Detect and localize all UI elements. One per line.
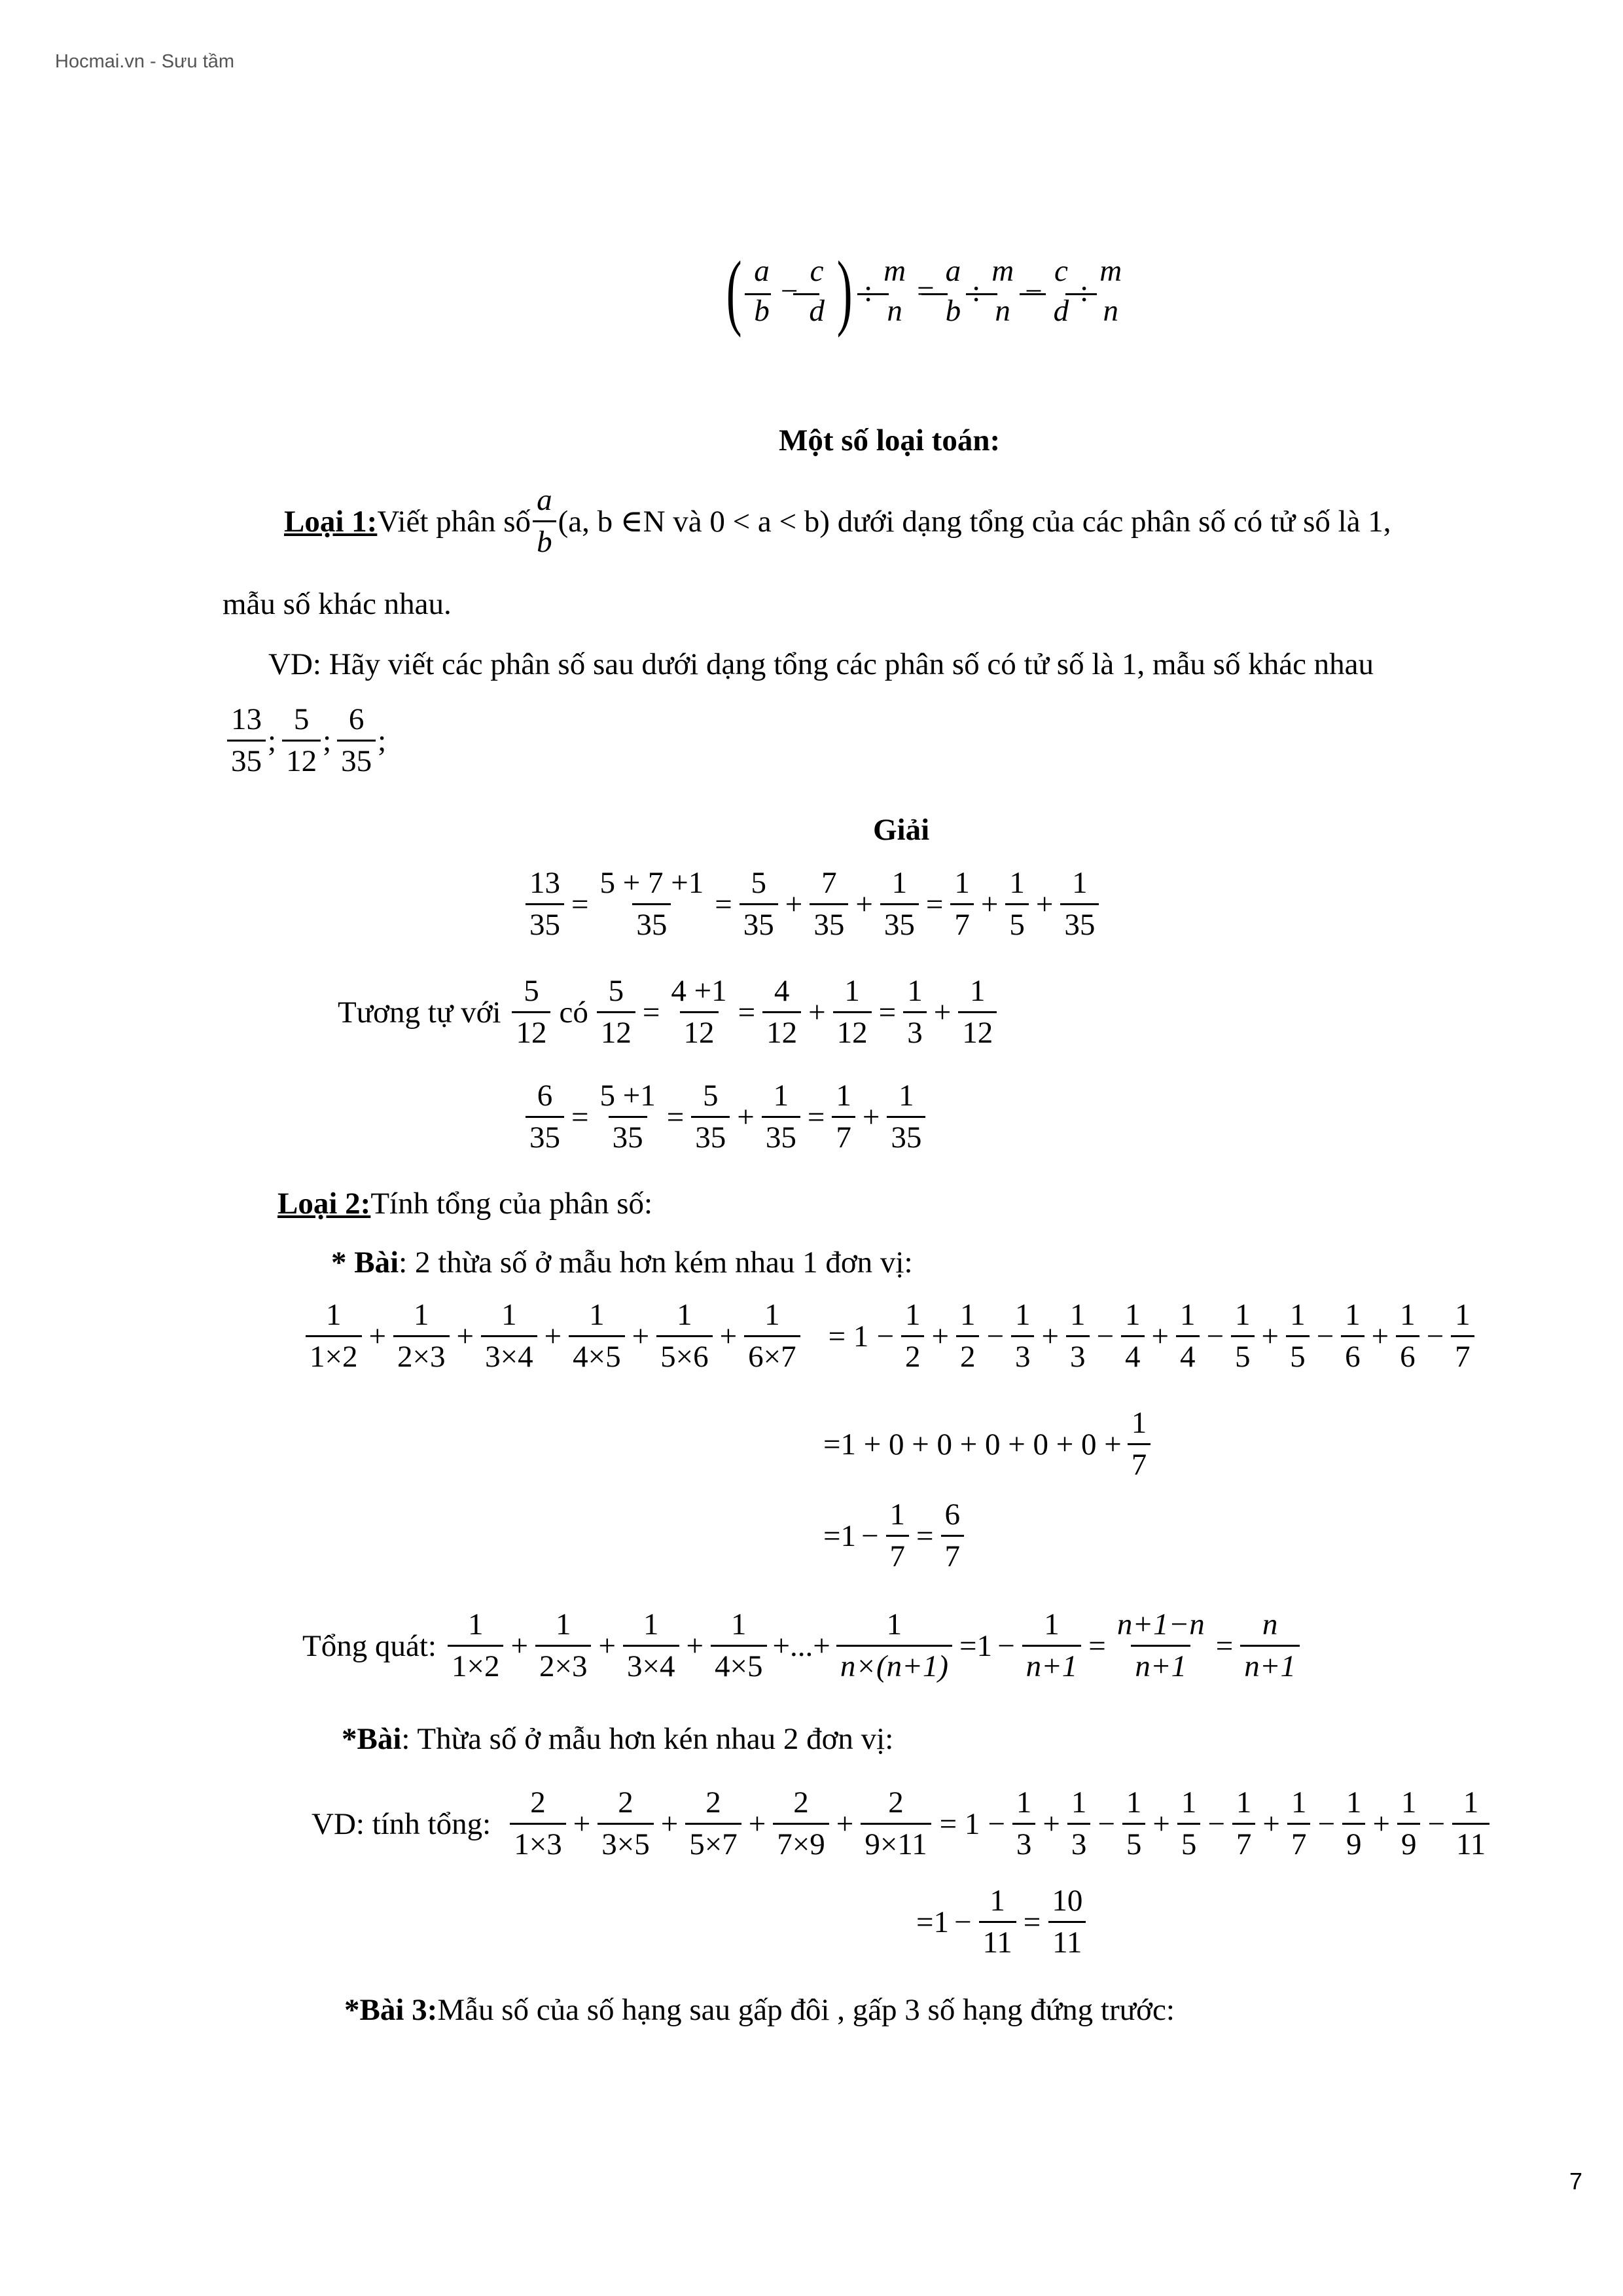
fraction: $\frac{1}{3}$ bbox=[1011, 1299, 1035, 1374]
fraction: $\frac{1}{7}$ bbox=[832, 1080, 855, 1155]
fraction: $\frac{1}{5}$ bbox=[1005, 867, 1029, 942]
fraction: $\frac{1}{2}$ bbox=[956, 1299, 980, 1374]
giai-eq2: Tương tự với $\frac{5}{12}$ có $\frac{5}{12}$ = $\frac{4 +1}{12}$ = $\frac{4}{12}$ + $\frac{1}{12}$ = $\frac{1}{3}$ + $\frac{1}{12}$ bbox=[338, 975, 999, 1050]
loai1-line bbox=[284, 484, 1391, 559]
fraction: c d bbox=[1053, 253, 1069, 328]
sum1-line2: =1 + 0 + 0 + 0 + 0 + 0 + $\frac{1}{7}$ bbox=[823, 1407, 1152, 1482]
fraction: $\frac{2}{9\times 11}$ bbox=[861, 1787, 931, 1861]
fraction: m n bbox=[991, 253, 1014, 328]
fraction: a b bbox=[945, 253, 961, 328]
loai1-continuation: mẫu số khác nhau. bbox=[223, 587, 452, 621]
fraction: $\frac{1}{4}$ bbox=[1121, 1299, 1145, 1374]
fraction: $\frac{1}{n\times(n+1)}$ bbox=[836, 1609, 952, 1683]
fraction-bar bbox=[793, 293, 819, 295]
fraction: $\frac{1}{7}$ bbox=[1128, 1407, 1151, 1482]
fraction: $\frac{6}{35}$ bbox=[337, 704, 376, 778]
bai1-line bbox=[331, 1245, 913, 1280]
fraction: $\frac{1}{3\times 4}$ bbox=[481, 1299, 537, 1374]
fraction: $\frac{1}{4\times 5}$ bbox=[569, 1299, 625, 1374]
fraction: $\frac{1}{1\times 2}$ bbox=[306, 1299, 362, 1374]
fraction: $\frac{1}{6\times 7}$ bbox=[744, 1299, 800, 1374]
fraction: $\frac{2}{1\times 3}$ bbox=[510, 1787, 566, 1861]
fraction: $\frac{13}{35}$ bbox=[227, 704, 266, 778]
left-paren: ( bbox=[726, 244, 742, 338]
fraction: $\frac{5}{12}$ bbox=[512, 975, 550, 1050]
loai1-text-before: Viết phân số bbox=[377, 504, 531, 539]
fraction: $\frac{1}{9}$ bbox=[1397, 1787, 1421, 1861]
fraction: $\frac{4 +1}{12}$ bbox=[671, 974, 727, 1050]
bai3-label: *Bài 3: bbox=[344, 1993, 438, 2027]
page-number: 7 bbox=[1569, 2168, 1583, 2195]
sum2-line1: VD: tính tổng: $\frac{2}{1\times 3}$ + $\frac{2}{3\times 5}$ + $\frac{2}{5\times 7}$ + $\frac{2}{7\times 9}$ + $\frac{2}{9\times 11}$ = 1 − $\frac{1}{3}$ + $\frac{1}{3}$ − $\frac{1}{5}$ + $\frac{1}{5}$ − $\frac{1}{7}$ + $\frac{1}{7}$ − $\frac{1}{9}$ + $\frac{1}{9}$ − $\frac{1}{11}$ bbox=[312, 1787, 1491, 1861]
right-paren: ) bbox=[836, 244, 853, 338]
fraction: $\frac{1}{1\times 2}$ bbox=[448, 1609, 504, 1683]
fraction: $\frac{1}{6}$ bbox=[1341, 1299, 1364, 1374]
fraction: c d bbox=[809, 253, 825, 328]
fraction: $\frac{6}{7}$ bbox=[941, 1499, 965, 1573]
fraction: $\frac{1}{5}$ bbox=[1177, 1787, 1201, 1861]
loai2-text: Tính tổng của phân số: bbox=[370, 1187, 653, 1221]
fraction-a-b: $\frac{a}{b}$ bbox=[533, 484, 556, 559]
fraction: m n bbox=[883, 253, 906, 328]
fraction: $\frac{10}{11}$ bbox=[1048, 1885, 1086, 1960]
fraction: $\frac{1}{6}$ bbox=[1396, 1299, 1419, 1374]
sum1-line1: $\frac{1}{1\times 2}$ + $\frac{1}{2\times 3}$ + $\frac{1}{3\times 4}$ + $\frac{1}{4\times 5}$ + $\frac{1}{5\times 6}$ + $\frac{1}{6\times 7}$ = 1 − $\frac{1}{2}$ + $\frac{1}{2}$ − $\frac{1}{3}$ + $\frac{1}{3}$ − $\frac{1}{4}$ + $\frac{1}{4}$ − $\frac{1}{5}$ + $\frac{1}{5}$ − $\frac{1}{6}$ + $\frac{1}{6}$ − $\frac{1}{7}$ bbox=[304, 1299, 1476, 1374]
fraction: $\frac{1}{35}$ bbox=[880, 867, 919, 942]
fraction: $\frac{1}{5}$ bbox=[1231, 1299, 1255, 1374]
top-formula: ( a b − c d ) : m n = a b : m n − c d : m n bbox=[720, 249, 1128, 334]
giai-eq3: $\frac{6}{35}$ = $\frac{5 +1}{35}$ = $\frac{5}{35}$ + $\frac{1}{35}$ = $\frac{1}{7}$ + $\frac{1}{35}$ bbox=[524, 1080, 927, 1155]
bai3-text: Mẫu số của số hạng sau gấp đôi , gấp 3 số hạng đứng trước: bbox=[437, 1993, 1175, 2027]
fraction: $\frac{6}{35}$ bbox=[526, 1080, 564, 1155]
fraction: $\frac{1}{7}$ bbox=[1287, 1787, 1311, 1861]
fraction: $\frac{1}{12}$ bbox=[958, 975, 997, 1050]
fraction: $\frac{1}{n+1}$ bbox=[1022, 1609, 1082, 1683]
fraction: $\frac{2}{5\times 7}$ bbox=[685, 1787, 741, 1861]
fraction: $\frac{1}{3}$ bbox=[1066, 1299, 1090, 1374]
loai1-example: VD: Hãy viết các phân số sau dưới dạng tổng các phân số có tử số là 1, mẫu số khác nhau bbox=[268, 647, 1374, 681]
bai2-line bbox=[342, 1721, 893, 1757]
fraction: $\frac{1}{5}$ bbox=[1122, 1787, 1146, 1861]
loai1-label: Loại 1: bbox=[284, 504, 378, 539]
fraction: $\frac{1}{7}$ bbox=[1451, 1299, 1474, 1374]
fraction: a b bbox=[754, 253, 770, 328]
fraction-bar bbox=[745, 293, 771, 295]
fraction: m n bbox=[1099, 253, 1122, 328]
loai2-line bbox=[277, 1186, 652, 1221]
fraction: $\frac{1}{7}$ bbox=[950, 867, 974, 942]
bai2-text: : Thừa số ở mẫu hơn kén nhau 2 đơn vị: bbox=[401, 1722, 894, 1756]
fraction: $\frac{1}{2}$ bbox=[901, 1299, 925, 1374]
fraction: $\frac{1}{35}$ bbox=[1060, 867, 1099, 942]
fraction: $\frac{1}{2\times 3}$ bbox=[393, 1299, 450, 1374]
fraction: $\frac{1}{4}$ bbox=[1176, 1299, 1200, 1374]
fraction: $\frac{1}{3}$ bbox=[1067, 1787, 1091, 1861]
fraction: $\frac{1}{3}$ bbox=[1012, 1787, 1036, 1861]
fraction: $\frac{5 +1}{35}$ bbox=[599, 1079, 656, 1155]
fraction: $\frac{5}{12}$ bbox=[597, 975, 635, 1050]
fraction: $\frac{5}{35}$ bbox=[691, 1080, 730, 1155]
source-note: Hocmai.vn - Sưu tầm bbox=[55, 51, 235, 72]
fraction: $\frac{1}{35}$ bbox=[762, 1080, 800, 1155]
fraction-bar bbox=[857, 293, 889, 295]
fraction: $\frac{5}{35}$ bbox=[740, 867, 778, 942]
fraction: $\frac{1}{35}$ bbox=[887, 1080, 925, 1155]
example-fractions: $\frac{13}{35}$ ; $\frac{5}{12}$ ; $\frac{6}{35}$ ; bbox=[225, 704, 386, 778]
fraction: $\frac{1}{11}$ bbox=[1452, 1787, 1489, 1861]
fraction: $\frac{1}{7}$ bbox=[1232, 1787, 1256, 1861]
section-title: Một số loại toán: bbox=[779, 423, 1001, 457]
giai-label: Giải bbox=[873, 813, 930, 847]
fraction: $\frac{5 + 7 +1}{35}$ bbox=[599, 866, 704, 942]
fraction: $\frac{2}{7\times 9}$ bbox=[773, 1787, 829, 1861]
fraction: $\frac{1}{7}$ bbox=[886, 1499, 910, 1573]
bai1-text: : 2 thừa số ở mẫu hơn kém nhau 1 đơn vị: bbox=[399, 1246, 913, 1280]
bai2-label: *Bài bbox=[342, 1722, 402, 1756]
fraction: $\frac{1}{9}$ bbox=[1342, 1787, 1366, 1861]
fraction: $\frac{4}{12}$ bbox=[762, 975, 801, 1050]
fraction: $\frac{n}{n+1}$ bbox=[1240, 1609, 1300, 1683]
sum1-line3: =1 − $\frac{1}{7}$ = $\frac{6}{7}$ bbox=[823, 1499, 966, 1573]
fraction-bar bbox=[1020, 293, 1046, 295]
fraction-bar bbox=[921, 293, 948, 295]
fraction: $\frac{7}{35}$ bbox=[810, 867, 848, 942]
fraction-bar bbox=[966, 293, 997, 295]
loai2-label: Loại 2: bbox=[277, 1187, 371, 1221]
giai-eq1: $\frac{13}{35}$ = $\frac{5 + 7 +1}{35}$ = $\frac{5}{35}$ + $\frac{7}{35}$ + $\frac{1}{35}$ = $\frac{1}{7}$ + $\frac{1}{5}$ + $\frac{1}{35}$ bbox=[524, 867, 1101, 942]
fraction: $\frac{1}{3\times 4}$ bbox=[623, 1609, 679, 1683]
fraction: $\frac{13}{35}$ bbox=[526, 867, 564, 942]
fraction: $\frac{1}{2\times 3}$ bbox=[535, 1609, 592, 1683]
fraction: $\frac{1}{5}$ bbox=[1286, 1299, 1310, 1374]
general-formula: Tổng quát: $\frac{1}{1\times 2}$ + $\frac{1}{2\times 3}$ + $\frac{1}{3\times 4}$ + $\frac{1}{4\times 5}$ +...+ $\frac{1}{n\times(n+1)}$ =1 − $\frac{1}{n+1}$ = $\frac{n+1-n}{n+1}$ = $\frac{n}{n+1}$ bbox=[302, 1609, 1302, 1683]
fraction: $\frac{1}{5\times 6}$ bbox=[656, 1299, 713, 1374]
fraction: $\frac{1}{12}$ bbox=[833, 975, 872, 1050]
fraction: $\frac{1}{3}$ bbox=[903, 975, 927, 1050]
fraction-bar bbox=[1065, 293, 1097, 295]
fraction: $\frac{2}{3\times 5}$ bbox=[597, 1787, 654, 1861]
fraction: $\frac{1}{11}$ bbox=[979, 1885, 1016, 1960]
loai1-text-after: (a, b ∈N và 0 < a < b) dưới dạng tổng của các phân số có tử số là 1, bbox=[558, 505, 1391, 539]
fraction: $\frac{5}{12}$ bbox=[282, 704, 321, 778]
bai1-label: * Bài bbox=[331, 1246, 399, 1280]
bai3-line bbox=[344, 1992, 1175, 2028]
sum2-line2: =1 − $\frac{1}{11}$ = $\frac{10}{11}$ bbox=[916, 1885, 1088, 1960]
fraction: $\frac{1}{4\times 5}$ bbox=[711, 1609, 767, 1683]
fraction: $\frac{n+1-n}{n+1}$ bbox=[1116, 1607, 1205, 1684]
